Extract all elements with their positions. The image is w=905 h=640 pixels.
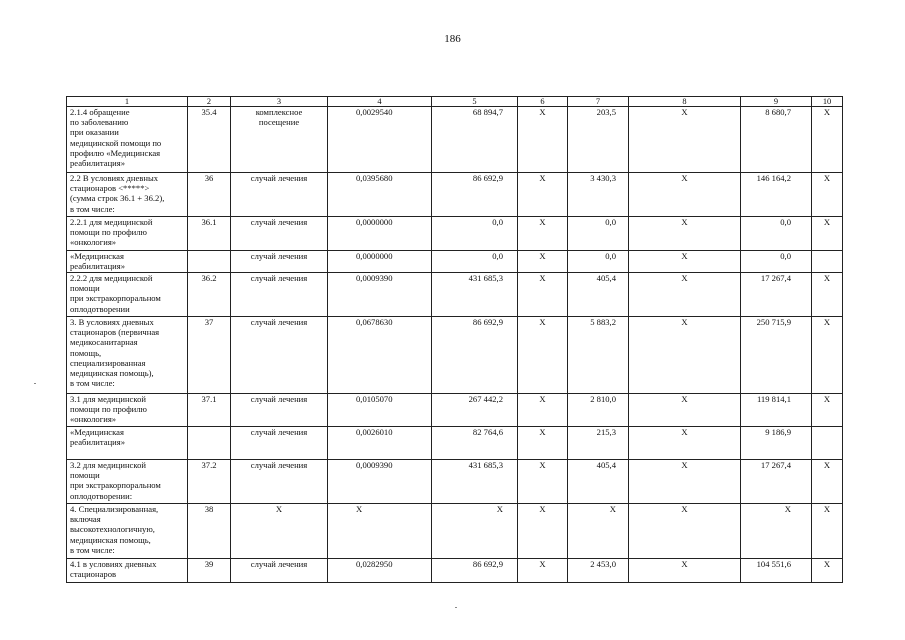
cell-col-6: X (518, 504, 568, 559)
cell-amount: 119 814,1 (741, 394, 812, 427)
cell-norm-volume: 0,0395680 (328, 173, 432, 217)
cell-row-label: 2.2.1 для медицинской помощи по профилю «онкология» (67, 217, 188, 251)
cell-col-10: X (812, 107, 843, 173)
cell-per-capita: 405,4 (568, 273, 629, 317)
cell-col-10 (812, 427, 843, 460)
cell-unit: случай лечения (231, 394, 328, 427)
cell-col-10: X (812, 173, 843, 217)
cell-col-6: X (518, 559, 568, 583)
cell-row-label: «Медицинская реабилитация» (67, 251, 188, 273)
table-row (67, 504, 843, 559)
cell-unit: случай лечения (231, 173, 328, 217)
scan-speck (455, 607, 457, 608)
cell-row-code: 37.1 (188, 394, 231, 427)
cell-col-6: X (518, 317, 568, 394)
table-row (67, 559, 843, 583)
cell-norm-volume: 0,0678630 (328, 317, 432, 394)
cell-row-label: 2.1.4 обращение по заболеванию при оказании медицинской помощи по профилю «Медицинская реабилитация» (67, 107, 188, 173)
cell-unit: случай лечения (231, 559, 328, 583)
table-row (67, 173, 843, 217)
cell-row-code: 39 (188, 559, 231, 583)
cell-unit: случай лечения (231, 460, 328, 504)
cell-row-code: 36.2 (188, 273, 231, 317)
cell-col-6: X (518, 460, 568, 504)
cell-per-capita: 405,4 (568, 460, 629, 504)
table-row (67, 460, 843, 504)
cell-col-8: X (629, 173, 741, 217)
cell-row-label: 2.2 В условиях дневных стационаров <*****> (сумма строк 36.1 + 36.2), в том числе: (67, 173, 188, 217)
cell-row-code (188, 427, 231, 460)
cell-amount: 8 680,7 (741, 107, 812, 173)
cell-norm-volume: 0,0000000 (328, 217, 432, 251)
cell-amount: 17 267,4 (741, 273, 812, 317)
cell-row-label: 3.2 для медицинской помощи при экстракорпоральном оплодотворении: (67, 460, 188, 504)
cell-per-capita: 2 453,0 (568, 559, 629, 583)
cell-unit: случай лечения (231, 427, 328, 460)
cell-per-capita: 215,3 (568, 427, 629, 460)
scan-speck (34, 383, 36, 384)
table-row (67, 251, 843, 273)
cell-col-10: X (812, 460, 843, 504)
cell-col-10: X (812, 317, 843, 394)
cell-amount: X (741, 504, 812, 559)
cell-norm-volume: 0,0282950 (328, 559, 432, 583)
cell-col-8: X (629, 504, 741, 559)
table-header-row (67, 97, 843, 107)
cell-norm-volume: 0,0009390 (328, 273, 432, 317)
cell-row-label: «Медицинская реабилитация» (67, 427, 188, 460)
cell-col-10: X (812, 559, 843, 583)
cell-amount: 17 267,4 (741, 460, 812, 504)
cell-amount: 0,0 (741, 251, 812, 273)
cell-amount: 0,0 (741, 217, 812, 251)
cell-amount: 9 186,9 (741, 427, 812, 460)
cell-per-capita: X (568, 504, 629, 559)
cell-norm-cost: 86 692,9 (432, 173, 518, 217)
column-number: 6 (518, 97, 568, 107)
cell-norm-cost: 68 894,7 (432, 107, 518, 173)
cell-col-8: X (629, 217, 741, 251)
cell-unit: X (231, 504, 328, 559)
cell-row-label: 3. В условиях дневных стационаров (первичная медикосанитарная помощь, специализированная медицинская помощь), в том числе: (67, 317, 188, 394)
cell-col-10: X (812, 394, 843, 427)
cell-amount: 104 551,6 (741, 559, 812, 583)
cell-col-8: X (629, 427, 741, 460)
cell-col-6: X (518, 394, 568, 427)
cell-col-8: X (629, 317, 741, 394)
cell-col-8: X (629, 559, 741, 583)
column-number: 8 (629, 97, 741, 107)
cell-norm-volume: X (328, 504, 432, 559)
cell-norm-cost: 82 764,6 (432, 427, 518, 460)
cell-col-8: X (629, 107, 741, 173)
table-row (67, 217, 843, 251)
cell-norm-cost: 86 692,9 (432, 317, 518, 394)
cell-norm-volume: 0,0009390 (328, 460, 432, 504)
cell-col-6: X (518, 273, 568, 317)
cell-col-8: X (629, 251, 741, 273)
column-number: 7 (568, 97, 629, 107)
cell-col-6: X (518, 427, 568, 460)
cell-per-capita: 0,0 (568, 251, 629, 273)
cell-norm-volume: 0,0000000 (328, 251, 432, 273)
column-number: 1 (67, 97, 188, 107)
cell-norm-volume: 0,0105070 (328, 394, 432, 427)
table-body (67, 97, 843, 583)
cell-unit: случай лечения (231, 251, 328, 273)
cell-amount: 250 715,9 (741, 317, 812, 394)
table-row (67, 317, 843, 394)
table-row (67, 427, 843, 460)
cell-norm-cost: 431 685,3 (432, 460, 518, 504)
cell-col-6: X (518, 251, 568, 273)
data-table (66, 96, 843, 583)
cell-row-code: 35.4 (188, 107, 231, 173)
cell-col-10: X (812, 273, 843, 317)
cell-per-capita: 0,0 (568, 217, 629, 251)
column-number: 9 (741, 97, 812, 107)
cell-row-label: 2.2.2 для медицинской помощи при экстракорпоральном оплодотворении (67, 273, 188, 317)
cell-per-capita: 5 883,2 (568, 317, 629, 394)
cell-per-capita: 2 810,0 (568, 394, 629, 427)
cell-col-8: X (629, 394, 741, 427)
cell-amount: 146 164,2 (741, 173, 812, 217)
table-row (67, 273, 843, 317)
table-row (67, 107, 843, 173)
column-number: 5 (432, 97, 518, 107)
cell-col-6: X (518, 217, 568, 251)
cell-col-10: X (812, 504, 843, 559)
column-number: 2 (188, 97, 231, 107)
cell-row-label: 4.1 в условиях дневных стационаров (67, 559, 188, 583)
column-number: 3 (231, 97, 328, 107)
column-number: 4 (328, 97, 432, 107)
cell-unit: случай лечения (231, 273, 328, 317)
cell-row-code: 37 (188, 317, 231, 394)
cell-per-capita: 3 430,3 (568, 173, 629, 217)
cell-norm-cost: 431 685,3 (432, 273, 518, 317)
cell-row-code: 36.1 (188, 217, 231, 251)
cell-norm-cost: 0,0 (432, 217, 518, 251)
cell-unit: случай лечения (231, 217, 328, 251)
page-number: 186 (444, 33, 461, 45)
cell-row-label: 3.1 для медицинской помощи по профилю «онкология» (67, 394, 188, 427)
cell-per-capita: 203,5 (568, 107, 629, 173)
cell-row-code: 37.2 (188, 460, 231, 504)
cell-col-10: X (812, 217, 843, 251)
cell-col-10 (812, 251, 843, 273)
cell-unit: комплексное посещение (231, 107, 328, 173)
cell-norm-cost: 0,0 (432, 251, 518, 273)
cell-norm-cost: 267 442,2 (432, 394, 518, 427)
cell-col-8: X (629, 460, 741, 504)
cell-norm-volume: 0,0029540 (328, 107, 432, 173)
cell-row-code: 38 (188, 504, 231, 559)
table-row (67, 394, 843, 427)
cell-norm-cost: X (432, 504, 518, 559)
cell-norm-cost: 86 692,9 (432, 559, 518, 583)
cell-unit: случай лечения (231, 317, 328, 394)
cell-row-label: 4. Специализированная, включая высокотехнологичную, медицинская помощь, в том числе: (67, 504, 188, 559)
cell-col-6: X (518, 173, 568, 217)
column-number: 10 (812, 97, 843, 107)
cell-row-code (188, 251, 231, 273)
cell-norm-volume: 0,0026010 (328, 427, 432, 460)
cell-col-8: X (629, 273, 741, 317)
cell-col-6: X (518, 107, 568, 173)
cell-row-code: 36 (188, 173, 231, 217)
